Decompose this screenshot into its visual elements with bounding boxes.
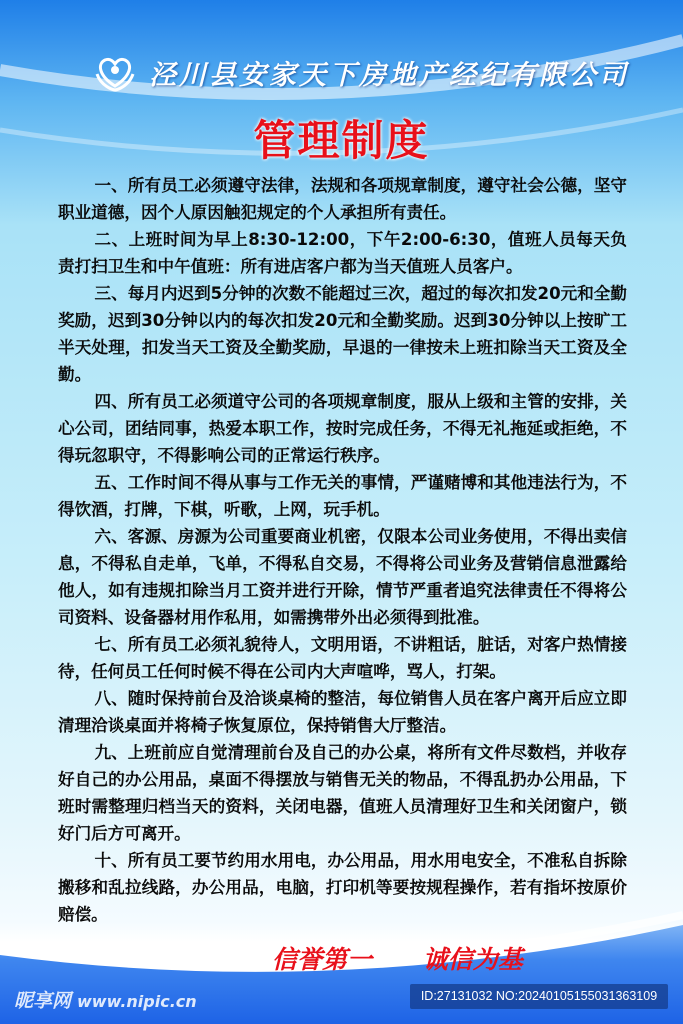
rules-list <box>58 172 627 928</box>
rule-item: 十、所有员工要节约用水用电，办公用品，用水用电安全，不准私自拆除搬移和乱拉线路，办公用品，电脑，打印机等要按规程操作，若有指坏按原价赔偿。 <box>58 851 627 924</box>
rule-item: 五、工作时间不得从事与工作无关的事情，严谨赌博和其他违法行为，不得饮酒，打牌，下棋，听歌，上网，玩手机。 <box>58 473 627 519</box>
slogan: 诚信为基 <box>422 945 523 974</box>
rule-item: 七、所有员工必须礼貌待人，文明用语，不讲粗话，脏话，对客户热情接待，任何员工任何时候不得在公司内大声喧哗，骂人，打架。 <box>58 635 627 681</box>
rule-item: 九、上班前应自觉清理前台及自己的办公桌，将所有文件尽数档，并收存好自己的办公用品，桌面不得摆放与销售无关的物品，不得乱扔办公用品，下班时需整理归档当天的资料，关闭电器，值班人员清理好卫生和关闭窗户，锁好门后方可离开。 <box>58 743 627 843</box>
site-watermark <box>14 986 197 1013</box>
slogans <box>272 940 523 976</box>
watermark-url: www.nipic.cn <box>77 992 197 1011</box>
company-name: 泾川县安家天下房地产经纪有限公司 <box>149 59 629 91</box>
rule-item: 三、每月内迟到5分钟的次数不能超过三次，超过的每次扣发20元和全勤奖励，迟到30分钟以内的每次扣发20元和全勤奖励。迟到30分钟以上按旷工半天处理，扣发当天工资及全勤奖励，早退的一律按未上班扣除当天工资及全勤。 <box>58 284 627 384</box>
image-id-label: ID:27131032 NO:20240105155031363109 <box>410 984 668 1009</box>
page-title: 管理制度 <box>253 116 430 165</box>
rule-item: 六、客源、房源为公司重要商业机密，仅限本公司业务使用，不得出卖信息，不得私自走单，飞单，不得私自交易，不得将公司业务及营销信息泄露给他人，如有违规扣除当月工资并进行开除，情节严重者追究法律责任不得将公司资料、设备器材用作私用，如需携带外出必须得到批准。 <box>58 527 627 627</box>
company-header <box>93 52 629 92</box>
rule-item: 四、所有员工必须道守公司的各项规章制度，服从上级和主管的安排，关心公司，团结同事，热爱本职工作，按时完成任务，不得无礼拖延或拒绝，不得玩忽职守，不得影响公司的正常运行秩序。 <box>58 392 627 465</box>
rule-item: 一、所有员工必须遵守法律，法规和各项规章制度，遵守社会公德，坚守职业道德，因个人原因触犯规定的个人承担所有责任。 <box>58 176 627 222</box>
heart-hands-logo-icon <box>93 52 137 92</box>
rule-item: 二、上班时间为早上8:30-12:00，下午2:00-6:30，值班人员每天负责打扫卫生和中午值班：所有进店客户都为当天值班人员客户。 <box>58 230 627 276</box>
rule-item: 八、随时保持前台及洽谈桌椅的整洁，每位销售人员在客户离开后应立即清理洽谈桌面并将椅子恢复原位，保持销售大厅整洁。 <box>58 689 627 735</box>
watermark-brand: 昵享网 <box>14 990 72 1012</box>
slogan: 信誉第一 <box>272 945 373 974</box>
